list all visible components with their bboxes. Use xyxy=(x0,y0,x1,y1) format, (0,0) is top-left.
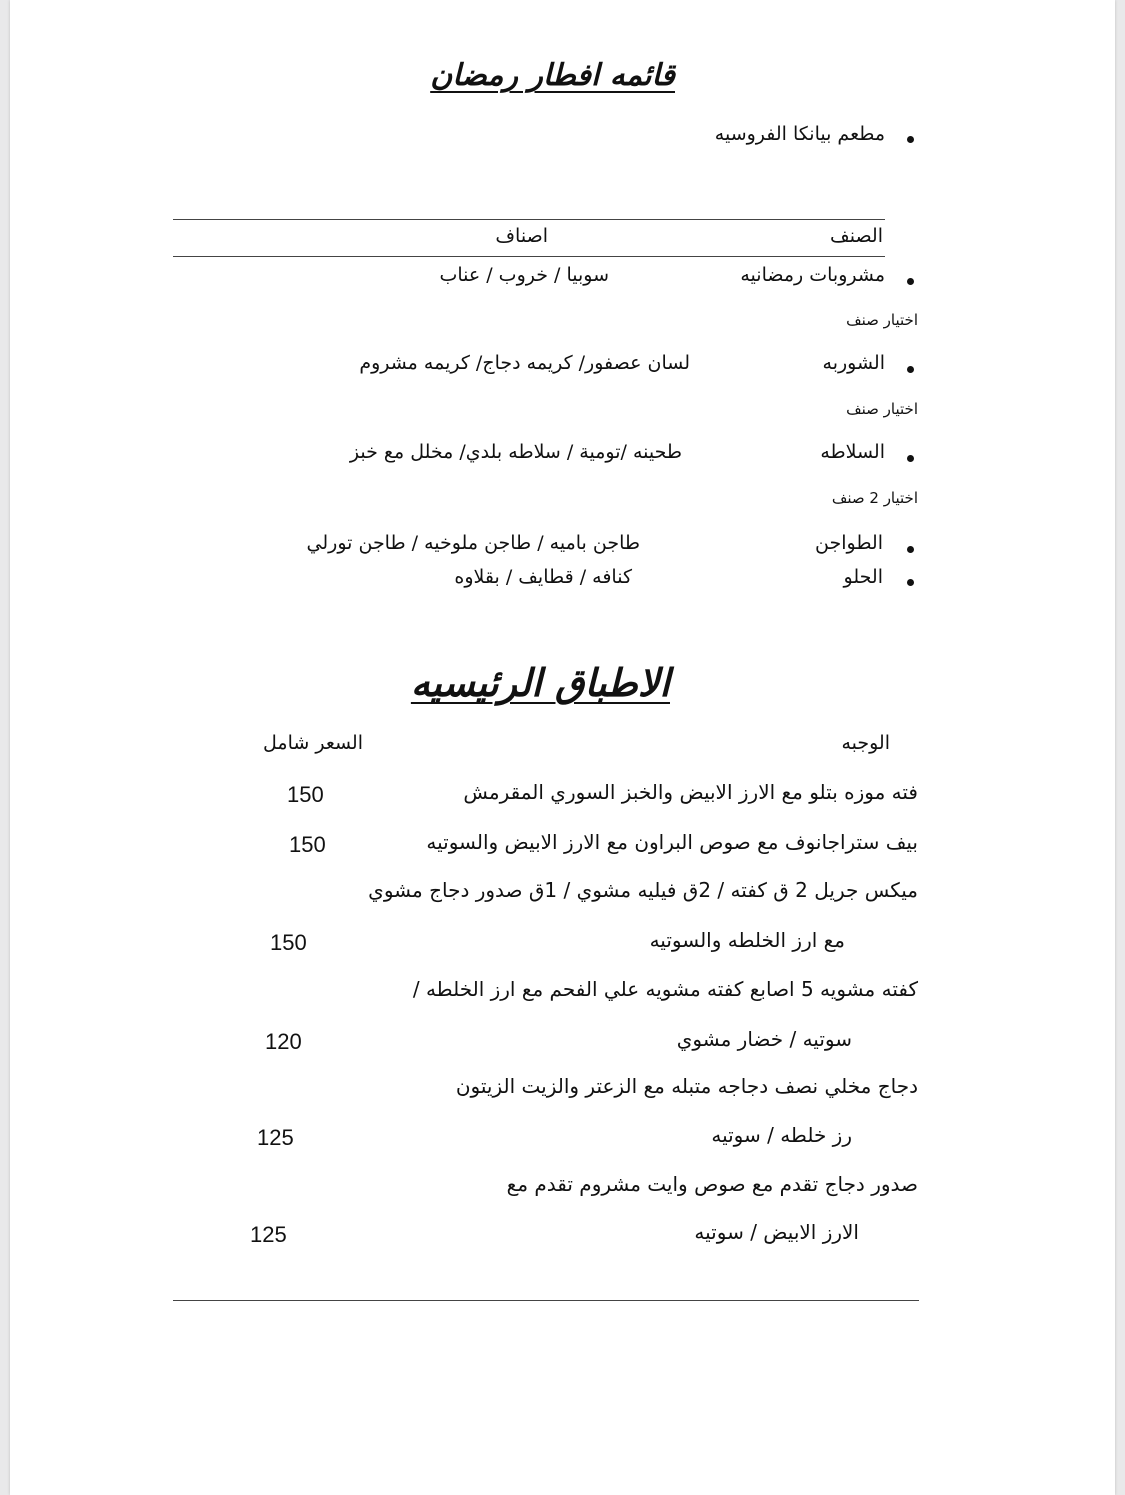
footer-rule xyxy=(173,1300,919,1301)
category-note: اختيار 2 صنف xyxy=(831,489,918,507)
main-dish-description-line2: مع ارز الخلطه والسوتيه xyxy=(649,928,845,952)
main-dish-description: صدور دجاج تقدم مع صوص وايت مشروم تقدم مع xyxy=(506,1172,918,1196)
main-dish-description: ميكس جريل 2 ق كفته / 2ق فيليه مشوي / 1ق صدور دجاج مشوي xyxy=(368,878,918,902)
main-dish-description-line2: الارز الابيض / سوتيه xyxy=(694,1220,859,1244)
main-dish-price: 125 xyxy=(257,1125,294,1150)
category-items: لسان عصفور/ كريمه دجاج/ كريمه مشروم xyxy=(359,352,690,374)
main-dish-price: 125 xyxy=(250,1222,287,1247)
category-name: الشوربه xyxy=(822,352,885,374)
category-items: طحينه /تومية / سلاطه بلدي/ مخلل مع خبز xyxy=(349,441,682,463)
mains-title: الاطباق الرئيسيه xyxy=(410,660,670,705)
document-page xyxy=(10,0,1115,1495)
category-column-header: الصنف xyxy=(830,225,883,247)
menu-title: قائمه افطار رمضان xyxy=(430,58,675,93)
price-column-header: السعر شامل xyxy=(263,732,363,754)
category-items: سوبيا / خروب / عناب xyxy=(439,264,609,286)
meal-column-header: الوجبه xyxy=(841,732,890,754)
items-column-header: اصناف xyxy=(495,225,548,247)
category-name: الحلو xyxy=(843,566,883,588)
category-name: مشروبات رمضانيه xyxy=(740,264,885,286)
bullet-icon xyxy=(907,546,914,553)
main-dish-price: 150 xyxy=(287,782,324,807)
main-dish-price: 120 xyxy=(265,1029,302,1054)
header-bottom-rule xyxy=(173,256,885,257)
header-top-rule xyxy=(173,219,885,220)
category-name: الطواجن xyxy=(815,532,883,554)
bullet-icon xyxy=(907,136,914,143)
restaurant-name: مطعم بيانكا الفروسيه xyxy=(714,123,885,145)
category-note: اختيار صنف xyxy=(846,311,918,329)
main-dish-price: 150 xyxy=(289,832,326,857)
bullet-icon xyxy=(907,366,914,373)
category-name: السلاطه xyxy=(820,441,885,463)
main-dish-description: فته موزه بتلو مع الارز الابيض والخبز السوري المقرمش xyxy=(463,780,918,804)
main-dish-description-line2: سوتيه / خضار مشوي xyxy=(676,1027,852,1051)
main-dish-description: بيف ستراجانوف مع صوص البراون مع الارز الابيض والسوتيه xyxy=(426,830,918,854)
main-dish-description: دجاج مخلي نصف دجاجه متبله مع الزعتر والزيت الزيتون xyxy=(455,1074,918,1098)
bullet-icon xyxy=(907,579,914,586)
bullet-icon xyxy=(907,278,914,285)
main-dish-description: كفته مشويه 5 اصابع كفته مشويه علي الفحم مع ارز الخلطه / xyxy=(412,977,918,1001)
main-dish-description-line2: رز خلطه / سوتيه xyxy=(711,1123,852,1147)
category-items: طاجن باميه / طاجن ملوخيه / طاجن تورلي xyxy=(306,532,640,554)
category-note: اختيار صنف xyxy=(846,400,918,418)
bullet-icon xyxy=(907,455,914,462)
category-items: كنافه / قطايف / بقلاوه xyxy=(454,566,632,588)
main-dish-price: 150 xyxy=(270,930,307,955)
